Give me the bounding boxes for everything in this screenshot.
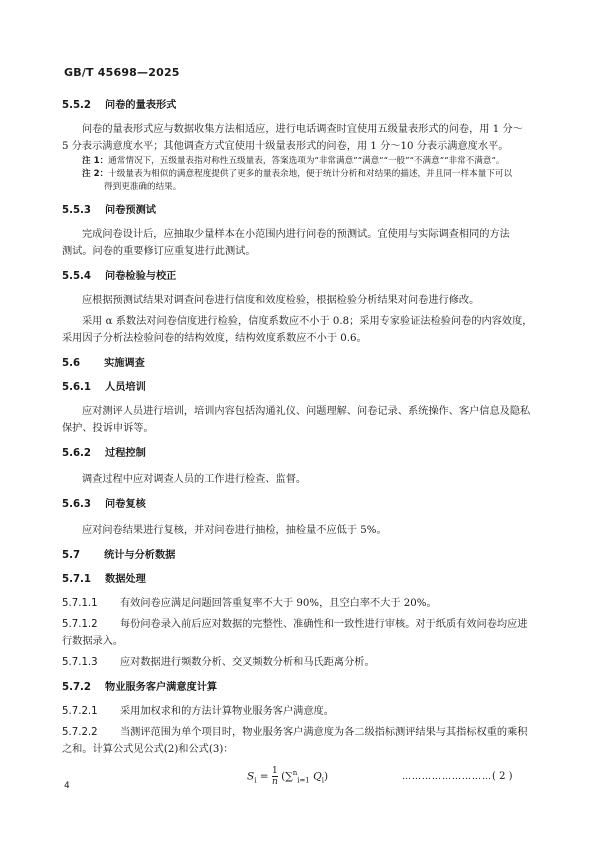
heading-5-7: 5.7 统计与分析数据	[62, 550, 176, 561]
paragraph-5-6-2: 调查过程中应对调查人员的工作进行检查、监督。	[82, 474, 307, 485]
standard-id: GB/T 45698—2025	[64, 66, 180, 79]
formula-fraction: $\frac{1}{n}$	[271, 766, 278, 787]
formula-2	[62, 762, 544, 796]
note-2: 注 2：十级量表为相似的满意程度提供了更多的量表余地，便于统计分析和对结果的描述，并且同一样本量下可以	[82, 169, 513, 179]
paragraph-5-5-2-cont: 5 分表示满意度水平；其他调查方式宜使用十级量表形式的问卷，用 1 分～10 分表示满意度水平。	[62, 141, 509, 152]
paragraph-5-5-4-a: 应根据预测试结果对调查问卷进行信度和效度检验，根据检验分析结果对问卷进行修改。	[82, 295, 480, 306]
paragraph-5-6-1: 应对测评人员进行培训，培训内容包括沟通礼仪、问题理解、问卷记录、系统操作、客户信息及隐私	[82, 406, 531, 417]
heading-5-5-3: 5.5.3 问卷预测试	[62, 205, 156, 216]
formula-number: ( 2 )	[492, 771, 513, 782]
note-1: 注 1：通常情况下，五级量表指对称性五级量表，答案选项为“非常满意”“满意”“一般”“不满意”“非常不满意”。	[82, 156, 505, 166]
heading-5-7-1: 5.7.1 数据处理	[62, 574, 146, 585]
paragraph-5-5-3: 完成问卷设计后，应抽取少量样本在小范围内进行问卷的预测试。宜使用与实际调查相同的方法	[82, 229, 510, 240]
clause-5-7-2-1: 5.7.2.1 采用加权求和的方法计算物业服务客户满意度。	[62, 706, 334, 717]
heading-5-6-2: 5.6.2 过程控制	[62, 448, 146, 459]
note-2-cont: 得到更准确的结果。	[104, 182, 182, 192]
paragraph-5-5-2: 问卷的量表形式应与数据收集方法相适应，进行电话调查时宜使用五级量表形式的问卷，用 1 分～	[82, 124, 523, 135]
clause-5-7-1-1: 5.7.1.1 有效问卷应满足问题回答重复率不大于 90%，且空白率不大于 20%。	[62, 598, 437, 609]
formula-leader-dots: ………………………	[402, 772, 492, 782]
clause-5-7-2-2-cont: 之和。计算公式见公式(2)和公式(3)：	[62, 744, 234, 755]
heading-5-5-4: 5.5.4 问卷检验与校正	[62, 271, 177, 282]
clause-5-7-1-3: 5.7.1.3 应对数据进行频数分析、交叉频数分析和马氏距离分析。	[62, 657, 375, 668]
page-number: 4	[64, 781, 70, 791]
clause-5-7-1-2: 5.7.1.2 每份问卷录入前后应对数据的完整性、准确性和一致性进行审核。对于纸质有效问卷均应进	[62, 619, 528, 630]
heading-5-7-2: 5.7.2 物业服务客户满意度计算	[62, 682, 218, 693]
paragraph-5-5-3-cont: 测试。问卷的重要修订应重复进行此测试。	[62, 246, 256, 257]
heading-5-6: 5.6 实施调查	[62, 358, 145, 369]
paragraph-5-5-4-b: 采用 α 系数法对问卷信度进行检验，信度系数应不小于 0.8；采用专家验证法检验问卷的内容效度，	[82, 316, 533, 327]
paragraph-5-6-3: 应对问卷结果进行复核，并对问卷进行抽检，抽检量不应低于 5%。	[82, 525, 387, 536]
paragraph-5-6-1-cont: 保护、投诉申诉等。	[62, 423, 154, 434]
document-body	[62, 99, 544, 796]
heading-5-6-3: 5.6.3 问卷复核	[62, 499, 146, 510]
heading-5-5-2: 5.5.2 问卷的量表形式	[62, 100, 177, 111]
clause-5-7-2-2: 5.7.2.2 当测评范围为单个项目时，物业服务客户满意度为各二级指标测评结果与其指标权重的乘积	[62, 727, 528, 738]
clause-5-7-1-2-cont: 行数据录入。	[62, 636, 124, 647]
heading-5-6-1: 5.6.1 人员培训	[62, 382, 146, 393]
formula-expression: $S_i = \frac{1}{n}$ (∑$^n_{i=1}$ $Q_i$)	[247, 766, 329, 787]
paragraph-5-5-4-b-cont: 采用因子分析法检验问卷的结构效度，结构效度系数应不小于 0.6。	[62, 333, 367, 344]
